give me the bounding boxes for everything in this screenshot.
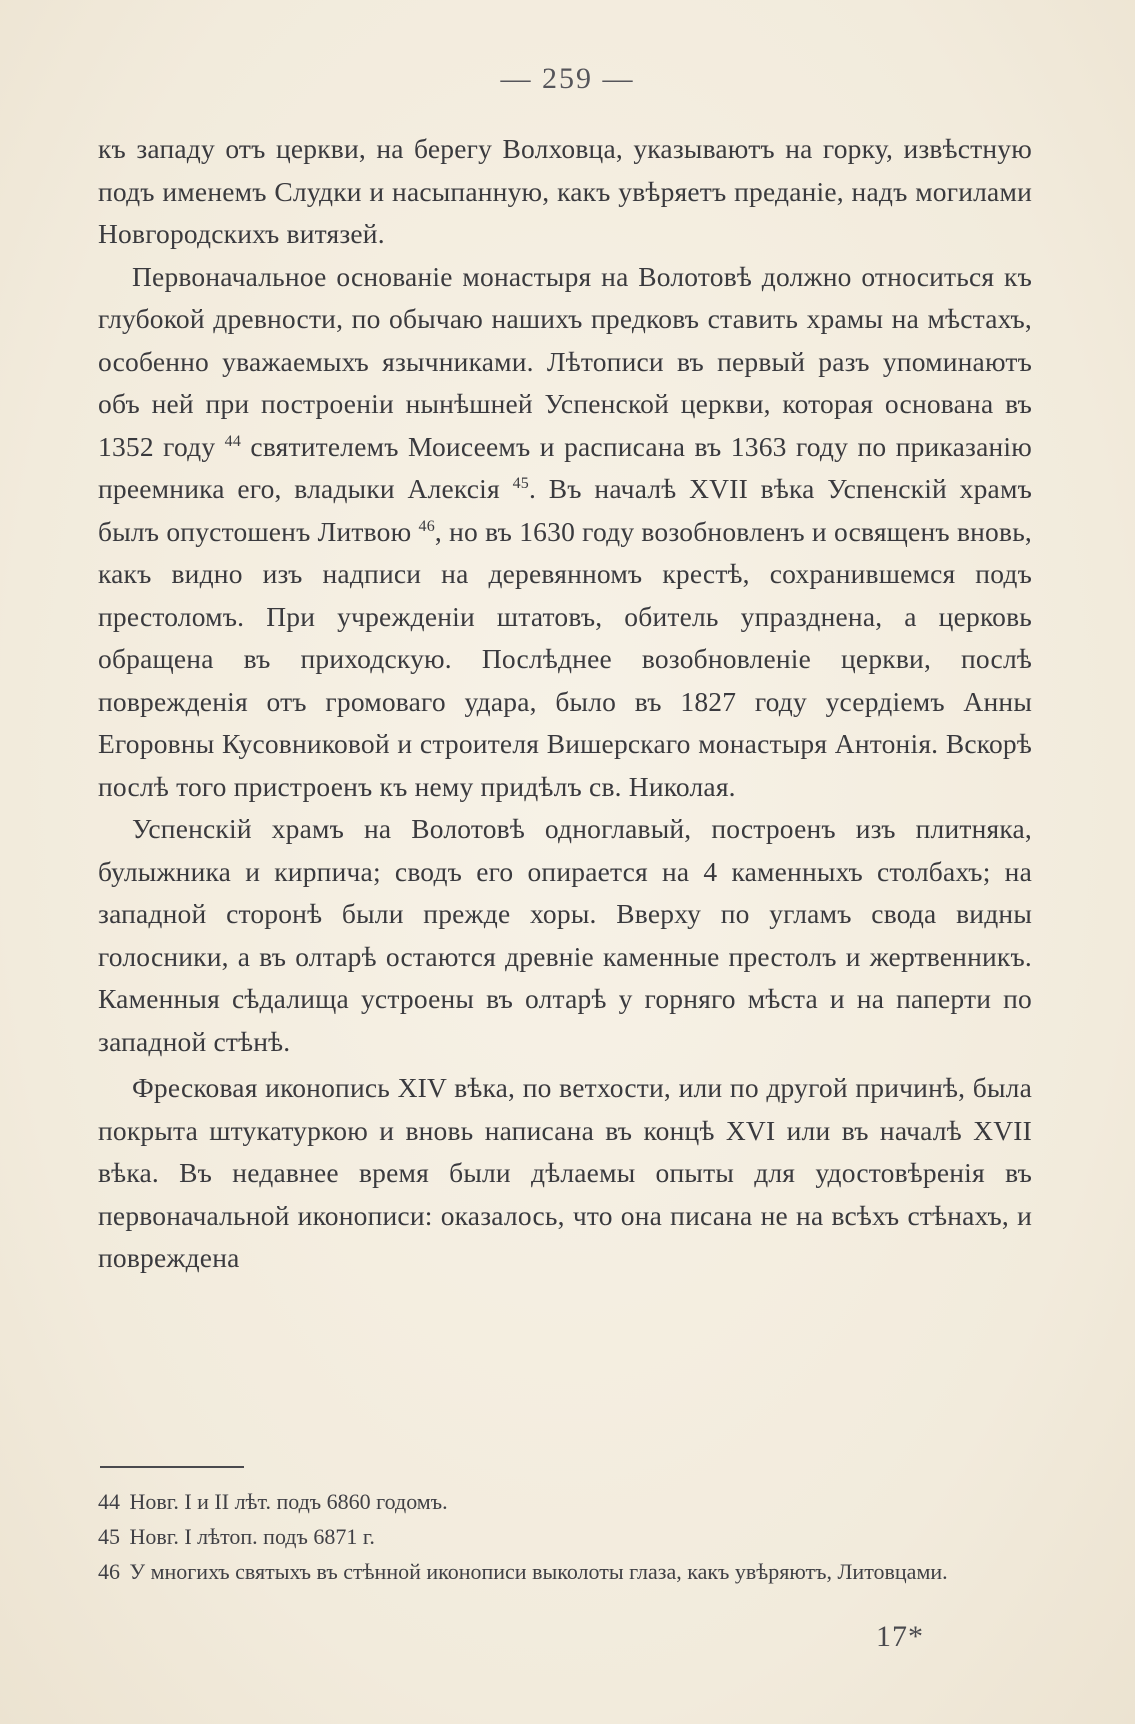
paragraph-2-text-c: . Въ началѣ XVII вѣка Успенскій храмъ былъ опустошенъ Литвою [98,473,1032,547]
footnote-ref-45[interactable]: 45 [512,474,529,492]
paragraph-4-text: Фресковая иконопись XIV вѣка, по ветхости, или по другой причинѣ, была покрыта штукатуркою и вновь написана въ концѣ XVI или въ началѣ XVII вѣка. Въ недавнее время были дѣлаемы опыты для удостовѣренія въ первоначальной иконописи: оказалось, что она писана не на всѣхъ стѣнахъ, и повреждена [98,1072,1032,1273]
paragraph-1 [98,128,1032,256]
page-number: — 259 — [500,62,635,95]
footnote-45 [98,1519,1032,1554]
footnote-number: 46 [98,1559,120,1584]
footnote-ref-44[interactable]: 44 [224,432,242,450]
paragraph-2 [98,256,1032,809]
paragraph-4 [98,1067,1032,1280]
paragraph-2-text-a: Первоначальное основаніе монастыря на Волотовѣ должно относиться къ глубокой древности, по обычаю нашихъ предковъ ставить храмы на мѣстахъ, особенно уважаемыхъ язычниками. Лѣтописи въ первый разъ упоминаютъ объ ней при построеніи нынѣшней Успенской церкви, которая основана въ 1352 году [98,260,1032,462]
footnote-ref-46[interactable]: 46 [418,517,435,535]
footnote-number: 44 [98,1489,120,1514]
paragraph-1-text: къ западу отъ церкви, на берегу Волховца, указываютъ на горку, извѣстную подъ именемъ Слудки и насыпанную, какъ увѣряетъ преданіе, надъ могилами Новгородскихъ витязей. [98,133,1032,249]
footnote-text: Новг. I и II лѣт. подъ 6860 годомъ. [129,1489,448,1514]
paragraph-2-text-d: , но въ 1630 году возобновленъ и освященъ вновь, какъ видно изъ надписи на деревянномъ крестѣ, сохранившемся подъ престоломъ. При учрежденіи штатовъ, обитель упразднена, а церковь обращена въ приходскую. Послѣднее возобновленіе церкви, послѣ поврежденія отъ громоваго удара, было въ 1827 году усердіемъ Анны Егоровны Кусовниковой и строителя Вишерскаго монастыря Антонія. Вскорѣ послѣ того пристроенъ къ нему придѣлъ св. Николая. [98,515,1033,802]
footnote-text: Новг. I лѣтоп. подъ 6871 г. [129,1524,375,1549]
footnote-separator [100,1466,244,1468]
footnote-46 [98,1554,1032,1589]
paragraph-2-text-b: святителемъ Моисеемъ и расписана въ 1363 году по приказанію преемника его, владыки Алексія [98,430,1032,504]
footnote-44 [98,1484,1032,1519]
footnote-number: 45 [98,1524,120,1549]
paragraph-3 [98,808,1032,1063]
footnote-text: У многихъ святыхъ въ стѣнной иконописи выколоты глаза, какъ увѣряютъ, Литовцами. [129,1559,948,1584]
printer-signature-mark: 17* [876,1620,924,1653]
body-text [98,128,1032,1280]
paragraph-3-text: Успенскій храмъ на Волотовѣ одноглавый, построенъ изъ плитняка, булыжника и кирпича; сводъ его опирается на 4 каменныхъ столбахъ; на западной сторонѣ были прежде хоры. Вверху по угламъ свода видны голосники, а въ олтарѣ остаются древніе каменные престолъ и жертвенникъ. Каменныя сѣдалища устроены въ олтарѣ у горняго мѣста и на паперти по западной стѣнѣ. [98,813,1032,1057]
footnotes [98,1484,1032,1589]
